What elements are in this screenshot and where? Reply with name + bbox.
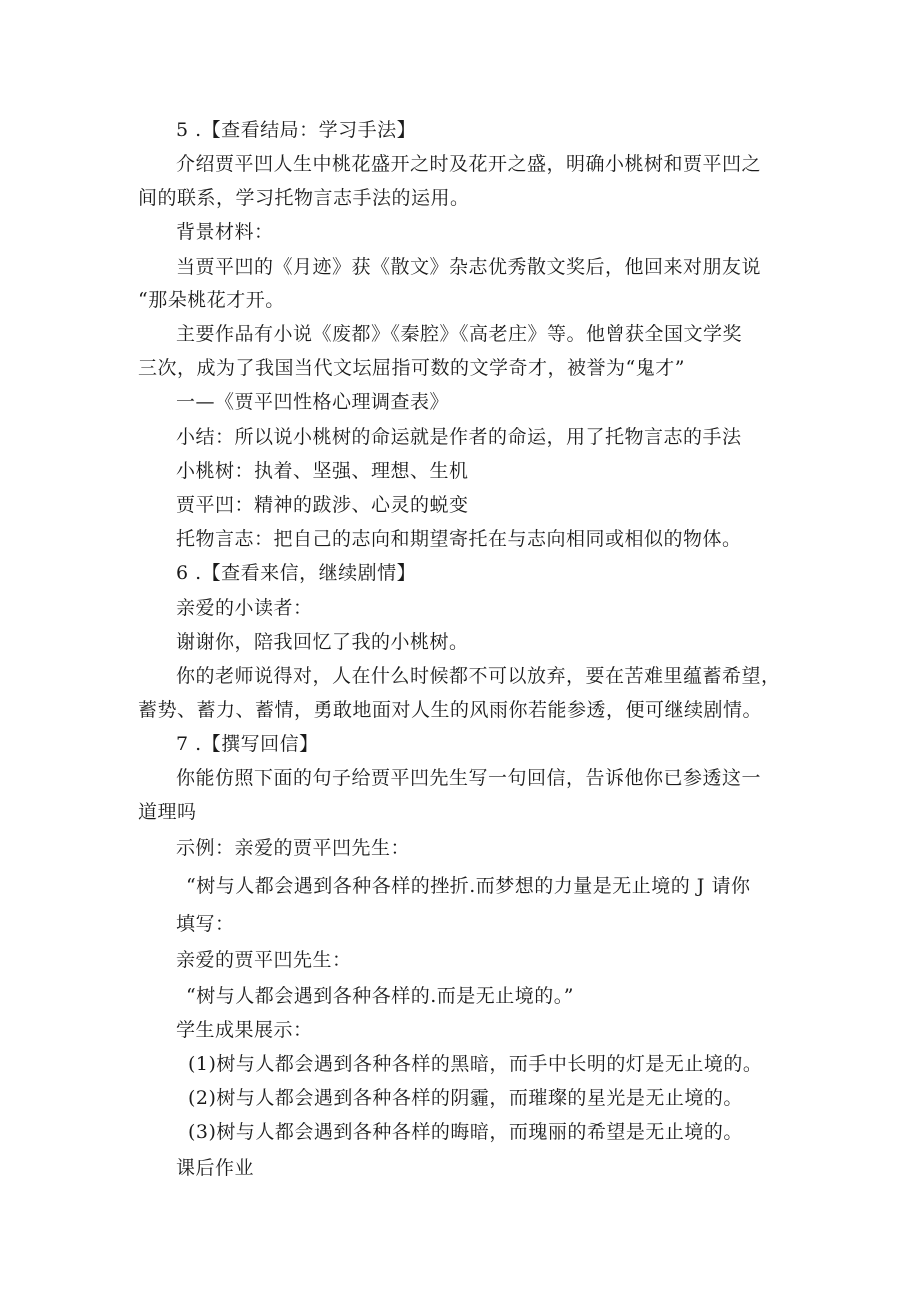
section-heading-7: 7 .【撰写回信】 [176,733,319,755]
paragraph-line: 小结：所以说小桃树的命运就是作者的命运，用了托物言志的手法 [176,426,742,448]
paragraph-line: 你能仿照下面的句子给贾平凹先生写一句回信，告诉他你已参透这一 [176,767,762,789]
result-item: (2)树与人都会遇到各种各样的阴霾，而璀璨的星光是无止境的。 [188,1087,743,1109]
paragraph-line: 亲爱的小读者： [176,597,313,619]
paragraph-line: 填写： [176,913,235,935]
paragraph-line: 示例：亲爱的贾平凹先生： [176,837,411,859]
paragraph-line: 贾平凹：精神的跋涉、心灵的蜕变 [176,494,469,516]
paragraph-line: 学生成果展示： [176,1019,313,1041]
paragraph-line: 道理吗 [138,801,197,823]
paragraph-line: 亲爱的贾平凹先生： [176,949,352,971]
paragraph-line: “树与人都会遇到各种各样的.而是无止境的。” [186,985,574,1007]
paragraph-line: 托物言志：把自己的志向和期望寄托在与志向相同或相似的物体。 [176,528,742,550]
paragraph-line: 你的老师说得对，人在什么时候都不可以放弃，要在苦难里蕴蓄希望， [176,665,781,687]
paragraph-line: 间的联系，学习托物言志手法的运用。 [138,187,470,209]
paragraph-line: 课后作业 [176,1157,255,1179]
paragraph-line: 蓄势、蓄力、蓄情，勇敢地面对人生的风雨你若能参透，便可继续剧情。 [138,699,763,721]
paragraph-line: “那朵桃花才开。 [138,289,285,311]
paragraph-line: 一—《贾平凹性格心理调查表》 [176,391,450,413]
paragraph-line: 背景材料： [176,221,274,243]
section-heading-5: 5 .【查看结局：学习手法】 [176,119,417,141]
result-item: (1)树与人都会遇到各种各样的黑暗，而手中长明的灯是无止境的。 [188,1053,763,1075]
paragraph-line: 介绍贾平凹人生中桃花盛开之时及花开之盛，明确小桃树和贾平凹之 [176,153,762,175]
paragraph-line: 谢谢你，陪我回忆了我的小桃树。 [176,631,469,653]
paragraph-line: 小桃树：执着、坚强、理想、生机 [176,460,469,482]
paragraph-line: 当贾平凹的《月迹》获《散文》杂志优秀散文奖后，他回来对朋友说 [176,256,762,278]
result-item: (3)树与人都会遇到各种各样的晦暗，而瑰丽的希望是无止境的。 [188,1121,743,1143]
paragraph-line: 三次，成为了我国当代文坛屈指可数的文学奇才，被誉为“鬼才” [138,357,685,379]
section-heading-6: 6 .【查看来信，继续剧情】 [176,562,417,584]
paragraph-line: “树与人都会遇到各种各样的挫折.而梦想的力量是无止境的 J 请你 [186,875,751,897]
paragraph-line: 主要作品有小说《废都》《秦腔》《高老庄》等。他曾获全国文学奖 [176,323,743,345]
